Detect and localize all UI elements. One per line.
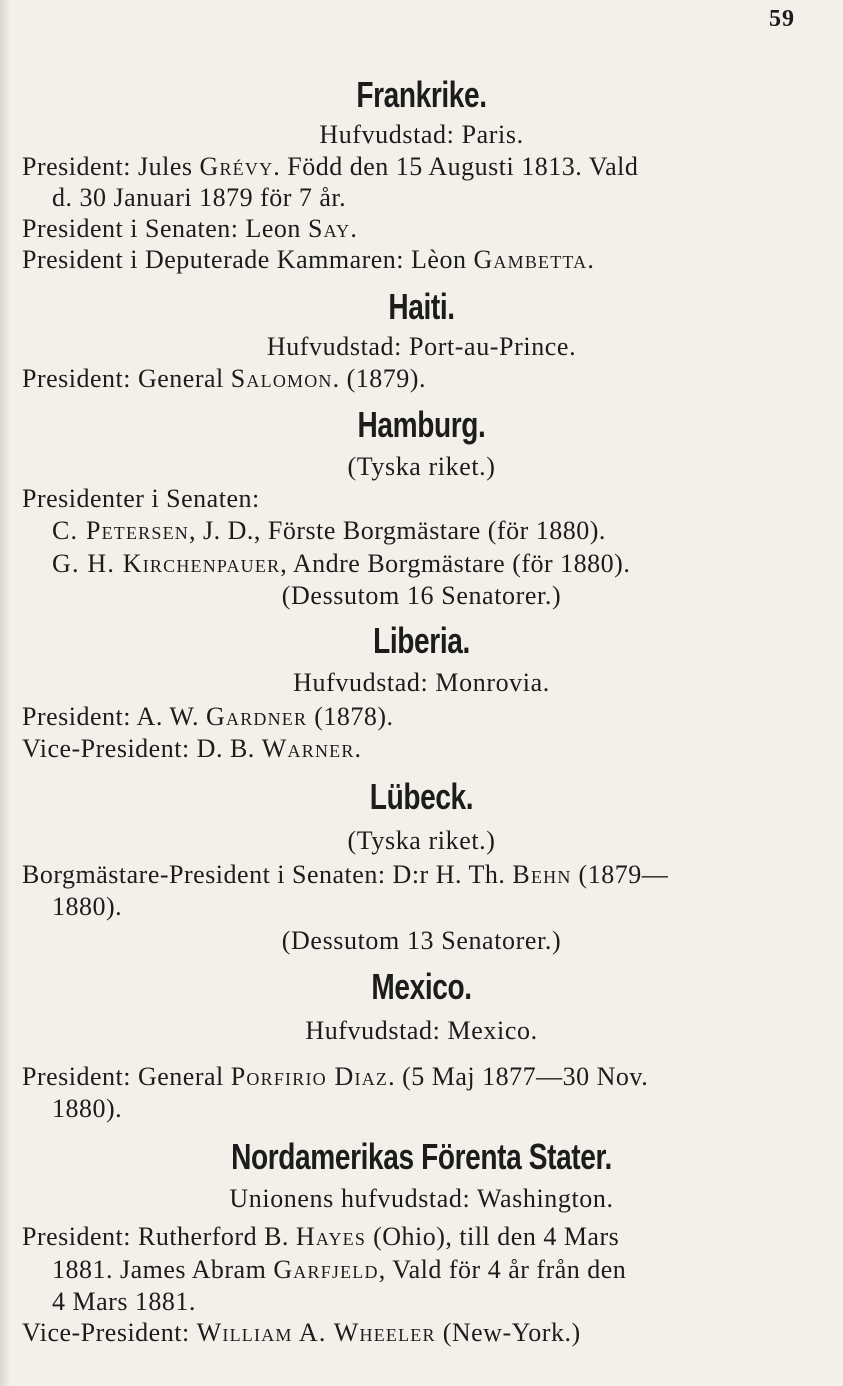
liberia-vice-president: Vice-President: D. B. Warner. [22,734,362,763]
hamburg-presidents-label: Presidenter i Senaten: [22,484,260,513]
usa-vice-president: Vice-President: William A. Wheeler (New-York.) [22,1318,581,1347]
mexico-president-cont: 1880). [52,1094,123,1123]
haiti-capital: Hufvudstad: Port-au-Prince. [266,332,577,361]
frankrike-senate-president: President i Senaten: Leon Say. [22,214,358,243]
mexico-capital: Hufvudstad: Mexico. [305,1016,538,1045]
usa-capital: Unionens hufvudstad: Washington. [229,1184,614,1213]
frankrike-president-cont: d. 30 Januari 1879 för 7 år. [52,183,347,212]
page-number: 59 [769,6,795,32]
usa-president-line-3: 4 Mars 1881. [52,1287,196,1316]
liberia-capital: Hufvudstad: Monrovia. [293,668,550,697]
heading-lubeck: Lübeck. [369,776,474,817]
lubeck-note: (Tyska riket.) [347,826,496,855]
mexico-president: President: General Porfirio Diaz. (5 Maj 1877—30 Nov. [22,1062,649,1091]
heading-liberia: Liberia. [373,620,470,661]
heading-mexico: Mexico. [371,966,472,1007]
hamburg-note: (Tyska riket.) [347,452,496,481]
liberia-president: President: A. W. Gardner (1878). [22,702,394,731]
frankrike-capital: Hufvudstad: Paris. [319,120,524,149]
usa-president-line-2: 1881. James Abram Garfjeld, Vald för 4 år från den [52,1255,627,1284]
heading-frankrike: Frankrike. [356,74,487,115]
usa-president: President: Rutherford B. Hayes (Ohio), till den 4 Mars [22,1222,620,1251]
lubeck-president-cont: 1880). [52,892,123,921]
heading-haiti: Haiti. [388,286,455,327]
frankrike-president: President: Jules Grévy. Född den 15 Augusti 1813. Vald [22,152,639,181]
lubeck-senators: (Dessutom 13 Senatorer.) [281,926,562,955]
hamburg-senators: (Dessutom 16 Senatorer.) [281,581,562,610]
hamburg-president-1: C. Petersen, J. D., Förste Borgmästare (för 1880). [52,516,606,545]
heading-hamburg: Hamburg. [357,404,486,445]
hamburg-president-2: G. H. Kirchenpauer, Andre Borgmästare (för 1880). [52,549,631,578]
frankrike-chamber-president: President i Deputerade Kammaren: Lèon Gambetta. [22,245,595,274]
heading-usa: Nordamerikas Förenta Stater. [231,1136,612,1177]
lubeck-president: Borgmästare-President i Senaten: D:r H. Th. Behn (1879— [22,860,669,889]
haiti-president: President: General Salomon. (1879). [22,364,426,393]
